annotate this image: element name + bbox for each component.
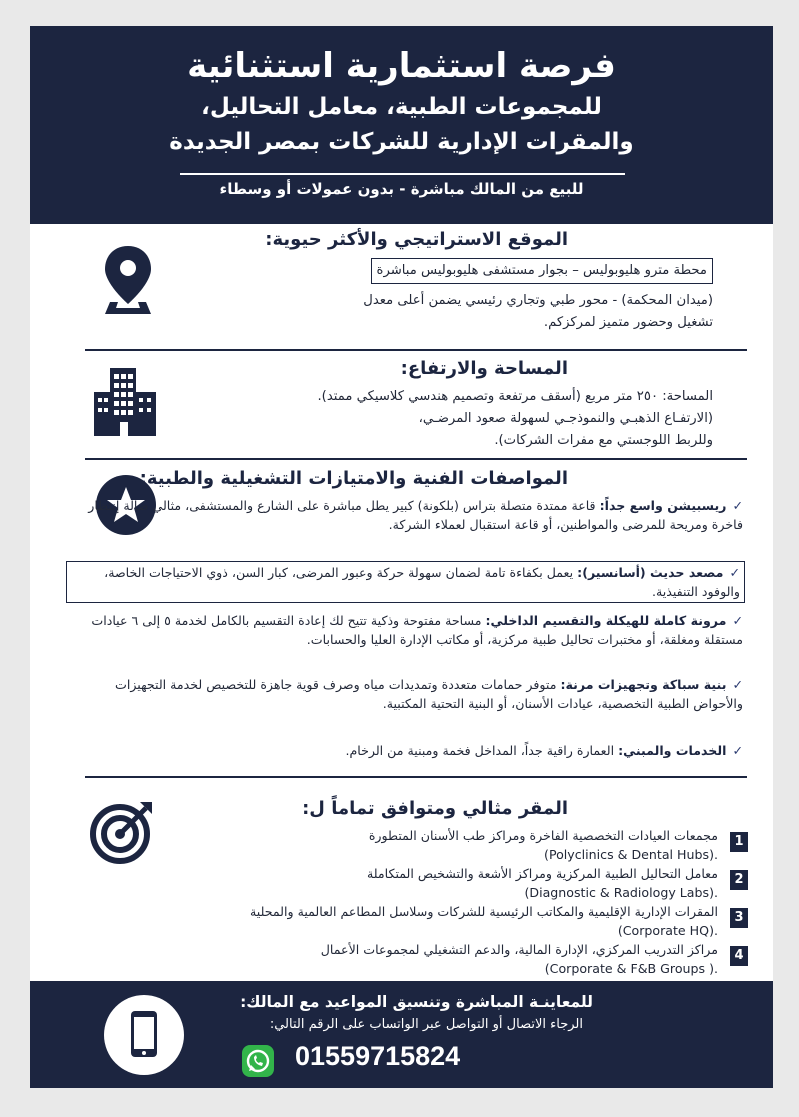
header-divider (180, 173, 625, 175)
location-pin-icon (102, 244, 154, 320)
location-line-2: (ميدان المحكمة) - محور طبي وتجاري رئيسي يضمن أعلى معدل (363, 293, 713, 308)
item-number: 4 (730, 946, 748, 966)
ideal-line-1: المقرات الإدارية الإقليمية والمكاتب الرئيسية للشركات وسلاسل المطاعم العالمية والمحلية (250, 904, 718, 919)
check-icon: ✓ (732, 743, 743, 758)
contact-footer (30, 981, 773, 1088)
ideal-title: المقر مثالي ومتوافق تماماً ل: (302, 798, 568, 819)
header-banner (30, 26, 773, 224)
contact-text: الرجاء الاتصال أو التواصل عبر الواتساب على الرقم التالي: (269, 1017, 583, 1032)
spec-label: ريسبيشن واسع جداً: (599, 498, 727, 513)
ideal-line-2: (Corporate HQ). (617, 923, 718, 938)
spec-item-reception (70, 496, 743, 534)
spec-label: الخدمات والمبني: (618, 743, 727, 758)
section-divider (85, 458, 747, 460)
ideal-item-2 (90, 864, 748, 904)
location-highlight: محطة مترو هليوبوليس – بجوار مستشفى هليوبوليس مباشرة (371, 258, 713, 284)
spec-text: يعمل بكفاءة تامة لضمان سهولة حركة وعبور المرضى، كبار السن، ذوي الاحتياجات الخاصة، والوفود التنفيذية. (104, 565, 740, 599)
area-line-3: وللربط اللوجستي مع مفرات الشركات). (494, 433, 713, 448)
ideal-item-text (90, 940, 718, 978)
spec-item-building (70, 741, 743, 760)
spec-item-elevator (66, 561, 745, 603)
specs-title: المواصفات الفنية والامتيازات التشغيلية والطبية: (139, 468, 568, 489)
section-divider (85, 349, 747, 351)
ideal-line-1: مجمعات العيادات التخصصية الفاخرة ومراكز طب الأسنان المتطورة (368, 828, 718, 843)
mobile-phone-icon (102, 993, 186, 1081)
ideal-item-text (90, 864, 718, 902)
section-divider (85, 776, 747, 778)
spec-label: مرونة كاملة للهيكلة والتقسيم الداخلي: (485, 613, 727, 628)
item-number: 2 (730, 870, 748, 890)
ideal-item-4 (90, 940, 748, 980)
ideal-line-2: (Diagnostic & Radiology Labs). (524, 885, 718, 900)
contact-title: للمعاينـة المباشرة وتنسيق المواعيد مع المالك: (240, 993, 593, 1011)
ideal-line-1: مراكز التدريب المركزي، الإدارة المالية، والدعم التشغيلي لمجموعات الأعمال (320, 942, 718, 957)
subtitle-line-2: والمقرات الإدارية للشركات بمصر الجديدة (169, 129, 634, 155)
main-title: فرصة استثمارية استثنائية (187, 46, 616, 86)
ideal-line-1: معامل التحاليل الطبية المركزية ومراكز الأشعة والتشخيص المتكاملة (367, 866, 718, 881)
phone-number[interactable]: 01559715824 (295, 1041, 461, 1071)
check-icon: ✓ (732, 613, 743, 628)
spec-text: قاعة ممتدة متصلة بتراس (بلكونة) كبير يطل مباشرة على الشارع والمستشفى، مثالي صالة إنتظار فاخرة ومريحة للمرضى والمواطنين، أو قاعة استقبال لعملاء الشركة. (88, 498, 743, 532)
spec-label: مصعد حديث (أسانسير): (577, 565, 724, 580)
whatsapp-icon[interactable] (242, 1045, 274, 1077)
item-number: 3 (730, 908, 748, 928)
ideal-item-text (90, 826, 718, 864)
location-text (193, 258, 713, 334)
spec-label: بنية سباكة وتجهيزات مرنة: (560, 677, 727, 692)
area-title: المساحة والارتفاع: (400, 358, 568, 379)
item-number: 1 (730, 832, 748, 852)
flyer (30, 26, 773, 1088)
spec-text: العمارة راقية جداً، المداخل فخمة ومبنية من الرخام. (345, 743, 615, 758)
subtitle-line-1: للمجموعات الطبية، معامل التحاليل، (201, 94, 602, 120)
area-text (153, 386, 713, 452)
building-icon (92, 366, 158, 442)
area-line-1: المساحة: ٢٥٠ متر مربع (أسقف مرتفعة وتصميم هندسي كلاسيكي ممتد). (317, 389, 713, 404)
ideal-line-2: (Polyclinics & Dental Hubs). (544, 847, 718, 862)
location-title: الموقع الاستراتيجي والأكثر حيوية: (265, 229, 568, 250)
spec-item-plumbing (70, 675, 743, 713)
spec-item-layout (70, 611, 743, 649)
location-line-3: تشغيل وحضور متميز لمركزكم. (543, 315, 713, 330)
area-line-2: (الارتفـاع الذهبـي والنموذجـي لسهولة صعود المرضـي، (418, 411, 713, 426)
check-icon: ✓ (732, 677, 743, 692)
ideal-item-3 (90, 902, 748, 942)
spec-text: متوفر حمامات متعددة وتمديدات مياه وصرف قوية جاهزة للتخصيص لخدمة التجهيزات والأحواض الطبية التخصصية، عيادات الأسنان، أو البنية التحتية المكتبية. (114, 677, 743, 711)
spec-text: مساحة مفتوحة وذكية تتيح لك إعادة التقسيم بالكامل لخدمة ٥ إلى ٦ عيادات مستقلة ومغلقة، أو مختبرات تحاليل طبية مركزية، أو مكاتب الإدارة العليا والحسابات. (91, 613, 743, 647)
sale-note: للبيع من المالك مباشرة - بدون عمولات أو وسطاء (219, 180, 584, 198)
check-icon: ✓ (729, 565, 740, 580)
ideal-item-1 (90, 826, 748, 866)
check-icon: ✓ (732, 498, 743, 513)
ideal-line-2: (Corporate & F&B Groups ). (544, 961, 718, 976)
ideal-item-text (90, 902, 718, 940)
